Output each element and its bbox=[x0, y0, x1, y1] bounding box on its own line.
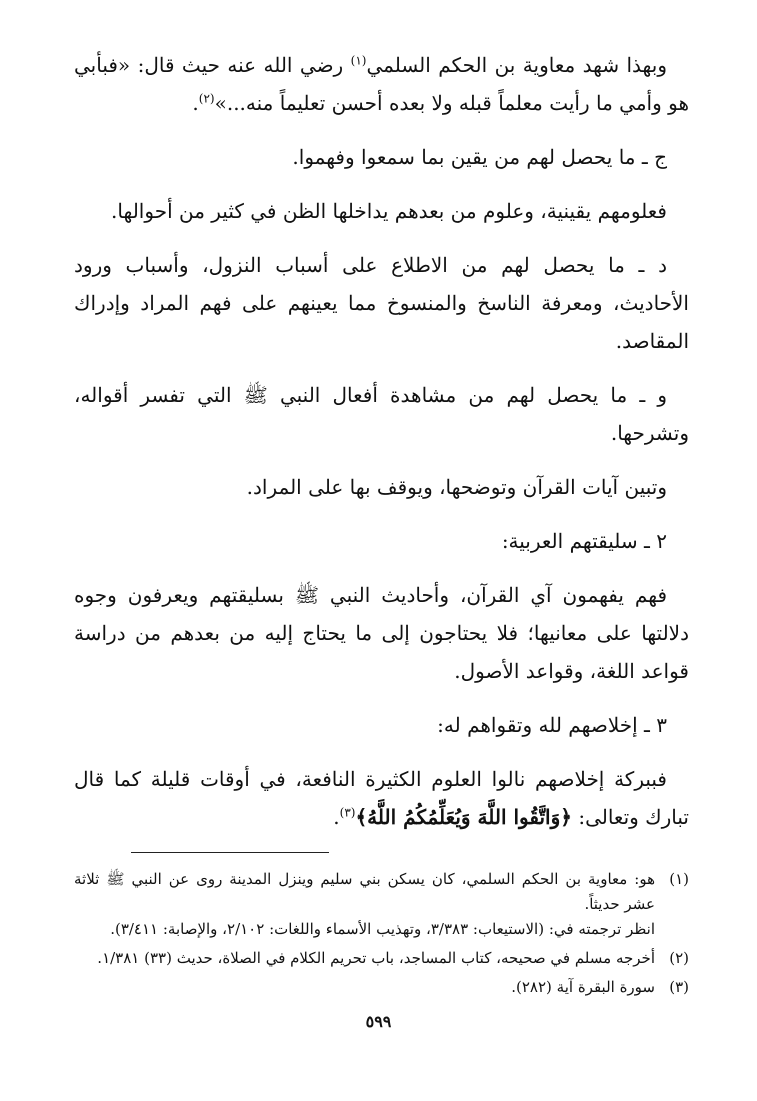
paragraph-8: فهم يفهمون آي القرآن، وأحاديث النبي ﷺ بسليقتهم ويعرفون وجوه دلالتها على معانيها؛ فلا يحتاجون إلى ما يحتاج إليه من بعدهم من دراسة قواعد اللغة، وقواعد الأصول. bbox=[74, 583, 689, 683]
footnote-body bbox=[74, 975, 655, 1000]
footnote-number: (١) bbox=[669, 870, 689, 888]
footnote-1 bbox=[74, 867, 689, 942]
footnote-number: (٣) bbox=[669, 978, 689, 996]
footnote-2 bbox=[74, 946, 689, 971]
footnote-body bbox=[74, 946, 655, 971]
paragraph-1-end: . bbox=[192, 91, 199, 115]
paragraph-1 bbox=[74, 46, 689, 122]
paragraph-3: فعلومهم يقينية، وعلوم من بعدهم يداخلها الظن في كثير من أحوالها. bbox=[111, 199, 667, 223]
paragraph-1-text-b: رضي الله عنه حيث قال: «فبأبي هو وأمي ما رأيت معلماً قبله ولا بعده أحسن تعليماً منه...» bbox=[74, 53, 689, 115]
footnote-line: هو: معاوية بن الحكم السلمي، كان يسكن بني سليم وينزل المدينة روى عن النبي ﷺ ثلاثة عشر حديثاً. bbox=[74, 870, 655, 913]
main-text bbox=[74, 46, 689, 836]
footnote-number: (٢) bbox=[669, 949, 689, 967]
paragraph-10-text: فببركة إخلاصهم نالوا العلوم الكثيرة النافعة، في أوقات قليلة كما قال تبارك وتعالى: bbox=[74, 767, 689, 829]
paragraph-5: و ـ ما يحصل لهم من مشاهدة أفعال النبي ﷺ التي تفسر أقواله، وتشرحها. bbox=[74, 383, 689, 445]
paragraph-4: د ـ ما يحصل لهم من الاطلاع على أسباب النزول، وأسباب ورود الأحاديث، ومعرفة الناسخ والمنسوخ مما يعينهم على فهم المراد وإدراك المقاصد. bbox=[74, 253, 689, 353]
footnote-line: سورة البقرة آية (٢٨٢). bbox=[511, 978, 655, 996]
footnote-ref-1: (١) bbox=[350, 53, 367, 68]
footnote-divider bbox=[131, 852, 329, 853]
footnote-ref-2: (٢) bbox=[198, 91, 215, 106]
section-heading-2: ٢ ـ سليقتهم العربية: bbox=[501, 529, 667, 553]
paragraph-10-end: . bbox=[333, 805, 340, 829]
paragraph-6: وتبين آيات القرآن وتوضحها، ويوقف بها على المراد. bbox=[246, 475, 667, 499]
footnote-line: انظر ترجمته في: (الاستيعاب: ٣/٣٨٣، وتهذيب الأسماء واللغات: ٢/١٠٢، والإصابة: ٣/٤١١). bbox=[110, 920, 655, 938]
paragraph-2: ج ـ ما يحصل لهم من يقين بما سمعوا وفهموا. bbox=[292, 145, 667, 169]
paragraph-10 bbox=[74, 760, 689, 836]
footnote-body bbox=[74, 867, 655, 942]
paragraph-1-text-a: وبهذا شهد معاوية بن الحكم السلمي bbox=[366, 53, 667, 77]
footnotes bbox=[74, 867, 689, 1000]
section-heading-3: ٣ ـ إخلاصهم لله وتقواهم له: bbox=[437, 713, 667, 737]
page-number: ٥٩٩ bbox=[365, 1012, 392, 1031]
footnote-ref-3: (٣) bbox=[339, 805, 356, 820]
footnote-line: أخرجه مسلم في صحيحه، كتاب المساجد، باب تحريم الكلام في الصلاة، حديث (٣٣) ١/٣٨١. bbox=[97, 949, 655, 967]
footnote-3 bbox=[74, 975, 689, 1000]
quran-verse: ﴿وَاتَّقُوا اللَّهَ وَيُعَلِّمُكُمُ اللَّهُ﴾ bbox=[355, 805, 572, 829]
